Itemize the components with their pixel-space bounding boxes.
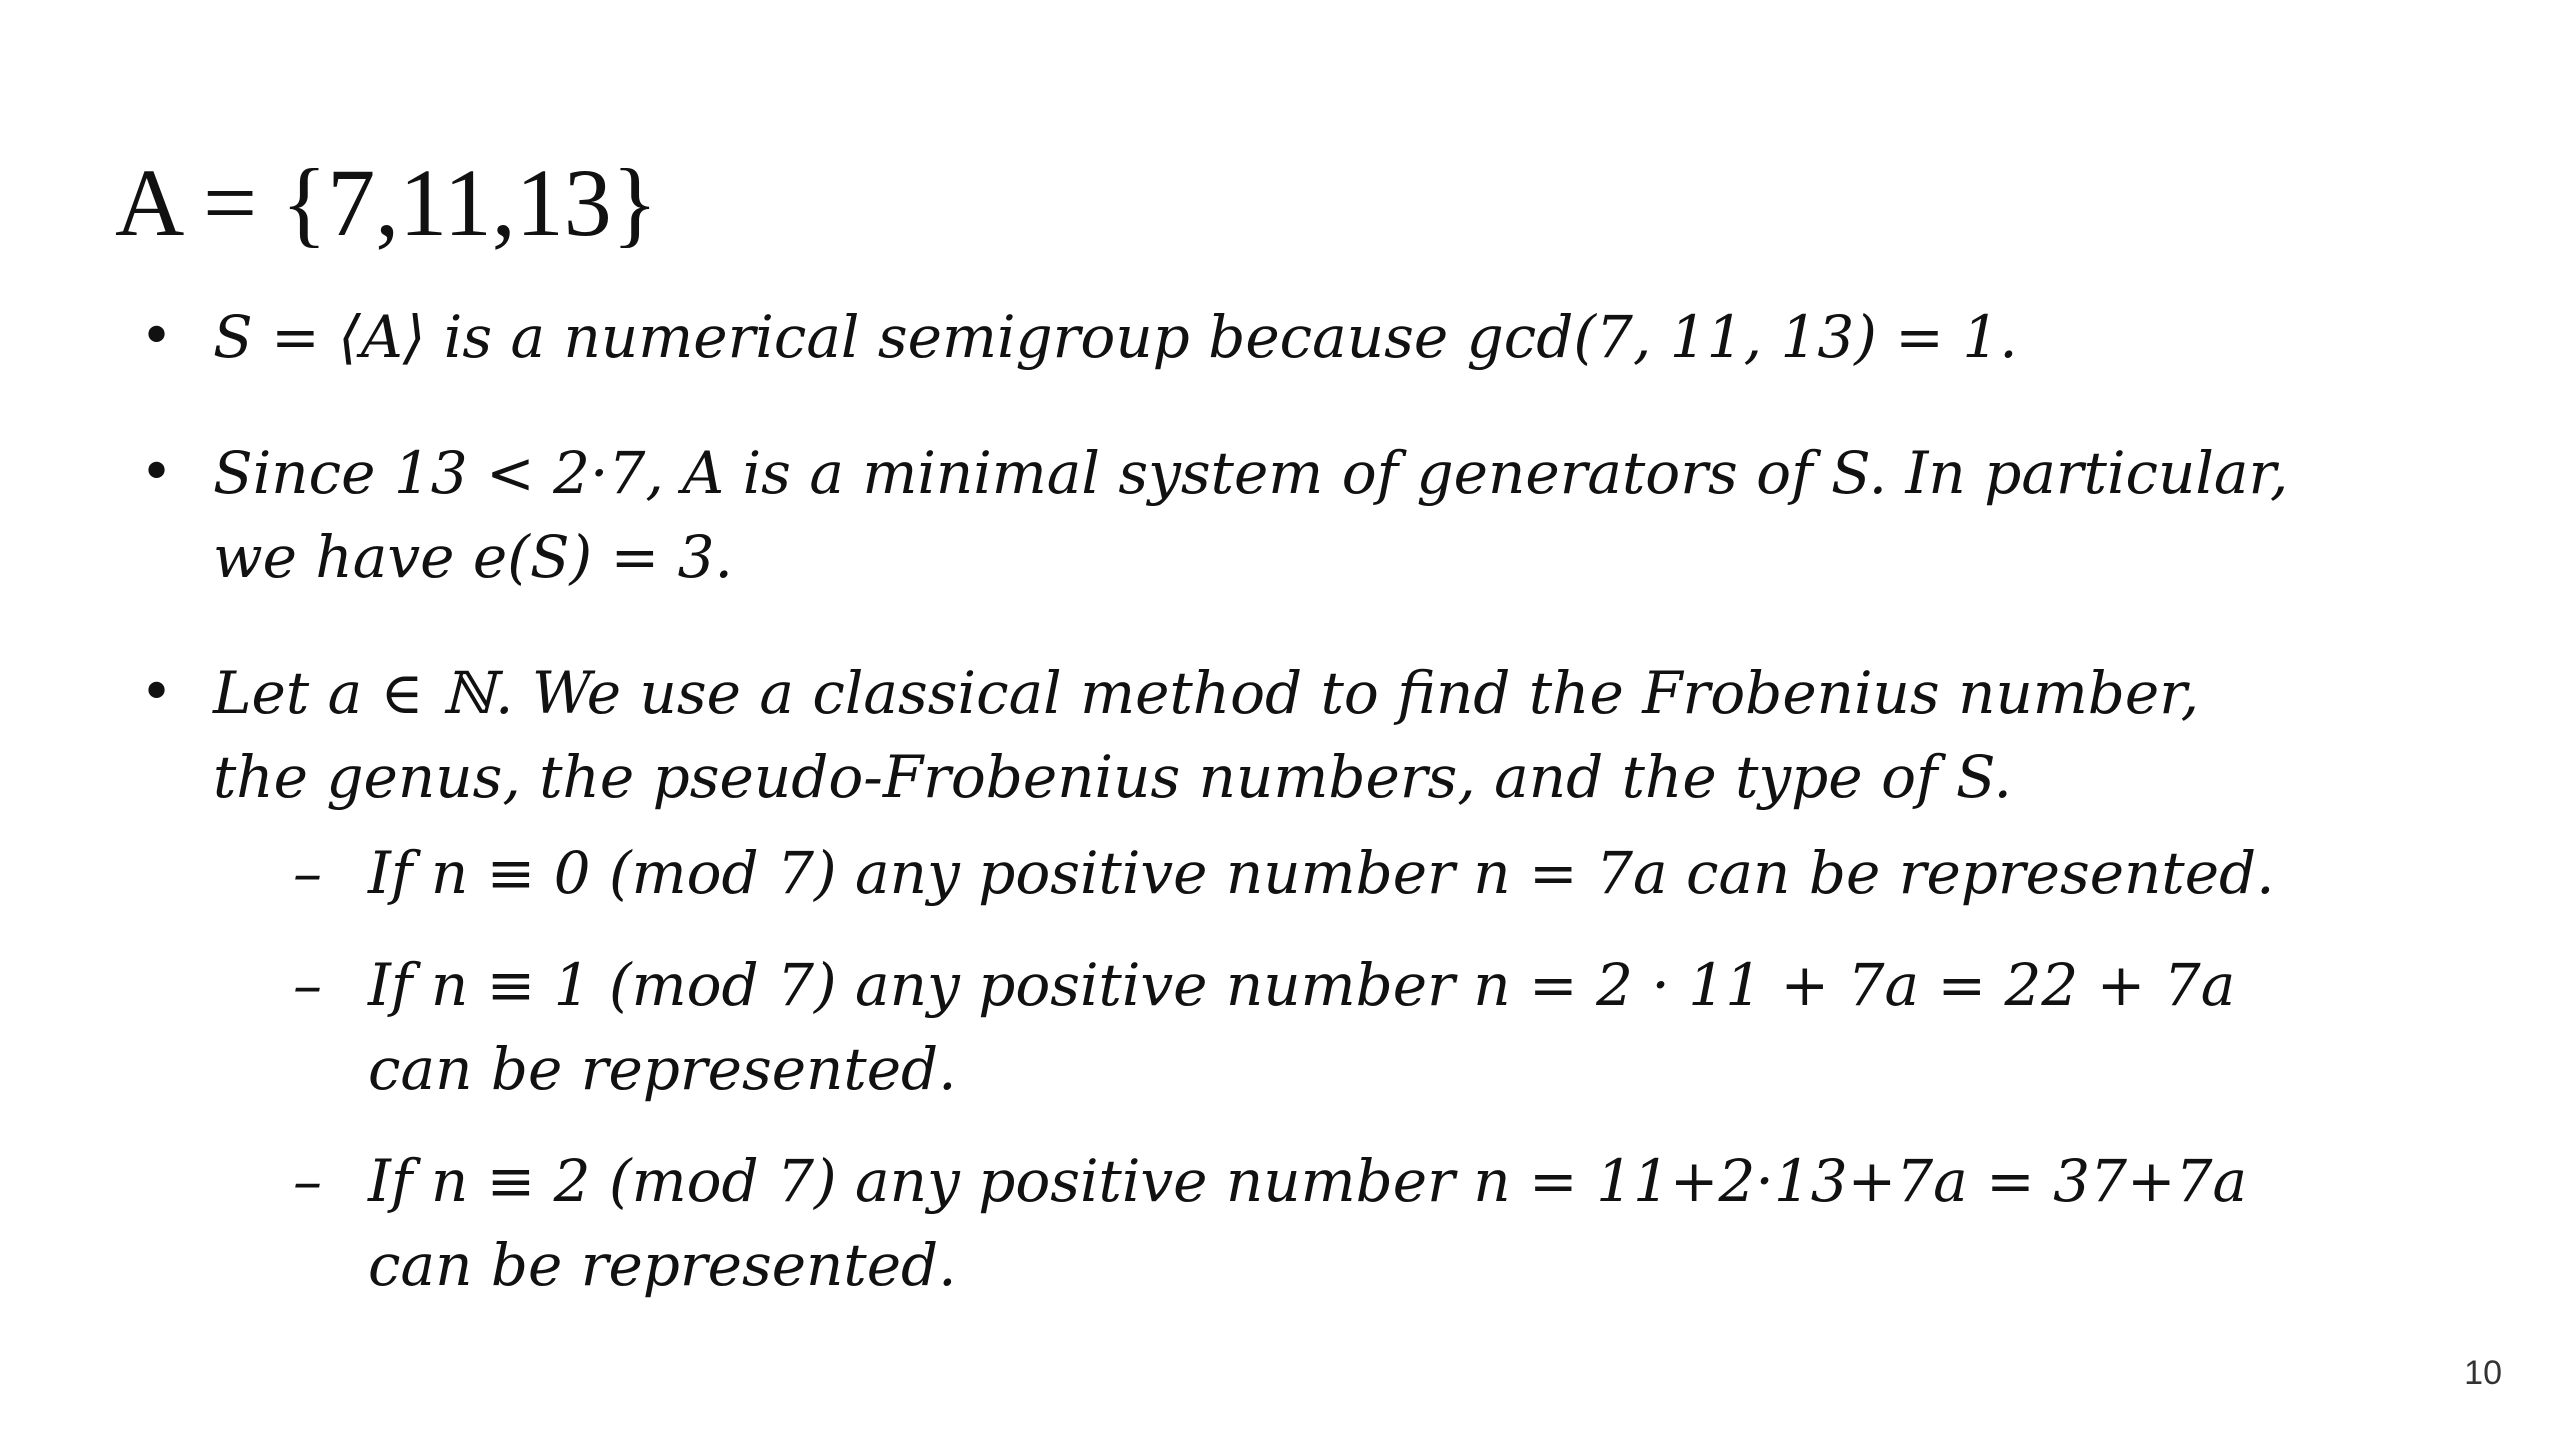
residue-case-1: – If n ≡ 1 (mod 7) any positive number n = 2 · 11 + 7a = 22 + 7a can be represented. xyxy=(293,943,2300,1111)
residue-case-list xyxy=(293,831,2300,1307)
residue-case-0: – If n ≡ 0 (mod 7) any positive number n = 7a can be represented. xyxy=(293,831,2300,915)
bullet-classical-method-text: • Let a ∈ ℕ. We use a classical method to find the Frobenius number, the genus, the pseudo-Frobenius numbers, and the type of S. xyxy=(213,659,2200,811)
bullet-minimal-generators: • Since 13 < 2·7, A is a minimal system of generators of S. In particular, we have e(S) = 3. xyxy=(140,431,2300,599)
bullet-semigroup-definition: • S = ⟨A⟩ is a numerical semigroup because gcd(7, 11, 13) = 1. xyxy=(140,295,2300,379)
slide-title: A = {7,11,13} xyxy=(115,149,658,256)
bullet-classical-method xyxy=(140,651,2300,1307)
residue-case-2: – If n ≡ 2 (mod 7) any positive number n = 11+2·13+7a = 37+7a can be represented. xyxy=(293,1139,2300,1307)
bullet-list xyxy=(140,295,2300,1359)
page-number: 10 xyxy=(2464,1354,2502,1392)
